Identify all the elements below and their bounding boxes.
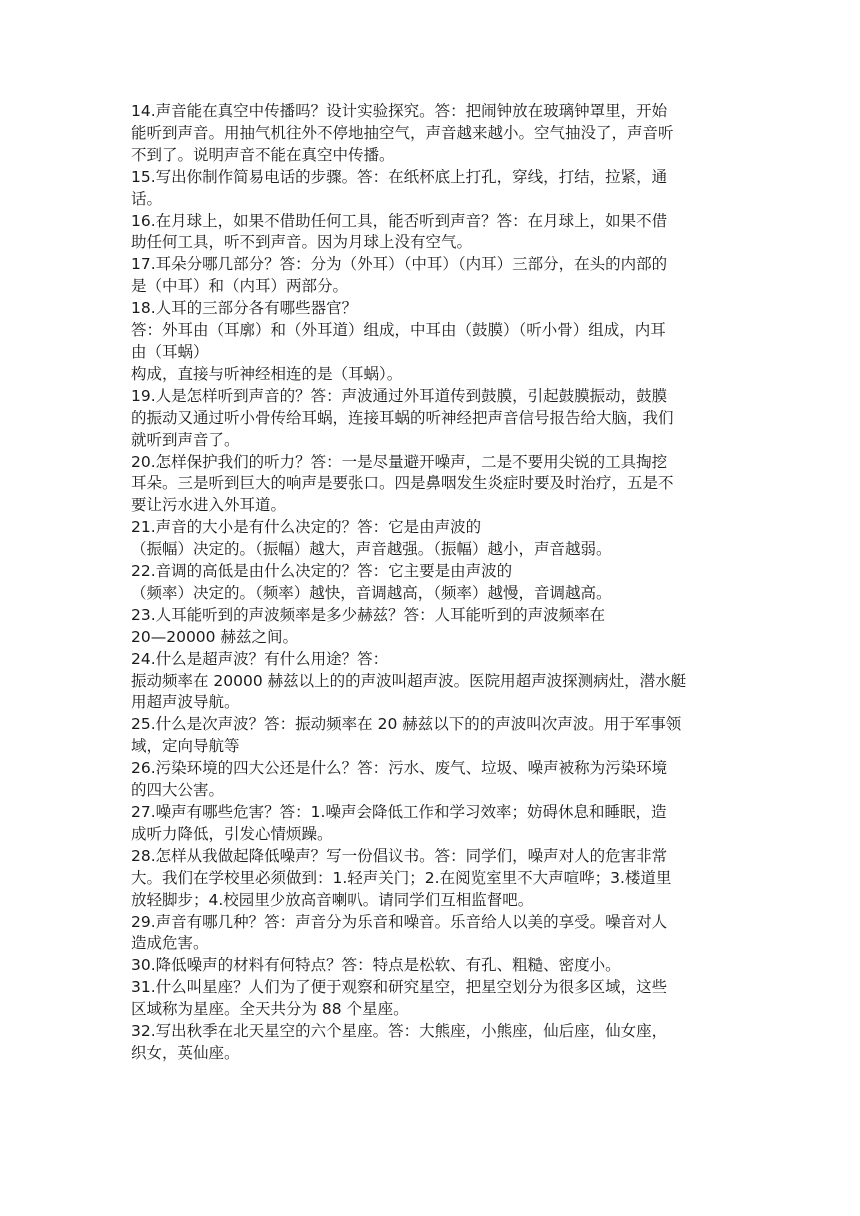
text-line: 域，定向导航等 (131, 737, 240, 756)
text-line: 大。我们在学校里必须做到：1.轻声关门；2.在阅览室里不大声喧哗；3.楼道里 (131, 868, 672, 887)
document-body (131, 101, 731, 1065)
text-line: 成听力降低，引发心情烦躁。 (131, 824, 333, 843)
text-line: 话。 (131, 189, 163, 208)
text-line: 32.写出秋季在北天星空的六个星座。答：大熊座，小熊座，仙后座，仙女座， (131, 1022, 668, 1041)
text-line: （频率）决定的。（频率）越快，音调越高，（频率）越慢，音调越高。 (131, 583, 612, 602)
text-line: 23.人耳能听到的声波频率是多少赫兹？答：人耳能听到的声波频率在 (131, 605, 606, 624)
text-line: 放轻脚步；4.校园里少放高音喇叭。请同学们互相监督吧。 (131, 890, 534, 909)
text-line: 16.在月球上，如果不借助任何工具，能否听到声音？答：在月球上，如果不借 (131, 211, 668, 230)
text-line: 造成危害。 (131, 934, 209, 953)
text-line: 26.污染环境的四大公还是什么？答：污水、废气、垃圾、噪声被称为污染环境 (131, 759, 668, 778)
text-line: 构成，直接与听神经相连的是（耳蜗）。 (131, 364, 403, 383)
text-line: 14.声音能在真空中传播吗？设计实验探究。答：把闹钟放在玻璃钟罩里，开始 (131, 102, 668, 120)
text-line: 21.声音的大小是有什么决定的？答：它是由声波的 (131, 518, 482, 537)
text-line: 15.写出你制作简易电话的步骤。答：在纸杯底上打孔，穿线，打结，拉紧，通 (131, 167, 668, 186)
text-line: （振幅）决定的。（振幅）越大，声音越强。（振幅）越小，声音越弱。 (131, 540, 612, 559)
text-line: 27.噪声有哪些危害？答：1.噪声会降低工作和学习效率；妨碍休息和睡眠，造 (131, 803, 667, 821)
text-line: 耳朵。三是听到巨大的响声是要张口。四是鼻咽发生炎症时要及时治疗，五是不 (131, 474, 674, 493)
text-line: 30.降低噪声的材料有何特点？答：特点是松软、有孔、粗糙、密度小。 (131, 956, 621, 975)
text-line: 20—20000 赫兹之间。 (131, 627, 298, 646)
text-line: 用超声波导航。 (131, 693, 240, 712)
text-line: 答：外耳由（耳廓）和（外耳道）组成，中耳由（鼓膜）（听小骨）组成，内耳 (131, 321, 666, 340)
text-line: 由（耳蜗） (131, 342, 209, 361)
text-line: 织女，英仙座。 (131, 1043, 240, 1062)
text-line: 振动频率在 20000 赫兹以上的的声波叫超声波。医院用超声波探测病灶，潜水艇 (131, 671, 687, 690)
text-line: 17.耳朵分哪几部分？答：分为（外耳）（中耳）（内耳）三部分，在头的内部的 (131, 255, 668, 274)
text-line: 25.什么是次声波？答：振动频率在 20 赫兹以下的的声波叫次声波。用于军事领 (131, 715, 682, 734)
text-line: 19.人是怎样听到声音的？答：声波通过外耳道传到鼓膜，引起鼓膜振动，鼓膜 (131, 386, 668, 405)
text-line: 28.怎样从我做起降低噪声？写一份倡议书。答：同学们，噪声对人的危害非常 (131, 846, 668, 865)
text-line: 24.什么是超声波？有什么用途？答： (131, 649, 389, 668)
text-line: 的四大公害。 (131, 781, 225, 800)
text-line: 区域称为星座。全天共分为 88 个星座。 (131, 1000, 409, 1019)
text-line: 能听到声音。用抽气机往外不停地抽空气，声音越来越小。空气抽没了，声音听 (131, 123, 674, 142)
text-line: 要让污水进入外耳道。 (131, 496, 287, 515)
text-line: 的振动又通过听小骨传给耳蜗，连接耳蜗的听神经把声音信号报告给大脑，我们 (131, 408, 674, 427)
text-line: 不到了。说明声音不能在真空中传播。 (131, 145, 395, 164)
text-line: 31.什么叫星座？人们为了便于观察和研究星空，把星空划分为很多区域，这些 (131, 978, 668, 997)
text-line: 就听到声音了。 (131, 430, 240, 449)
text-line: 助任何工具，听不到声音。因为月球上没有空气。 (131, 233, 473, 252)
text-line: 20.怎样保护我们的听力？答：一是尽量避开噪声，二是不要用尖锐的工具掏挖 (131, 452, 668, 471)
text-line: 18.人耳的三部分各有哪些器官？ (131, 299, 358, 318)
text-line: 22.音调的高低是由什么决定的？答：它主要是由声波的 (131, 562, 513, 581)
text-line: 是（中耳）和（内耳）两部分。 (131, 277, 349, 296)
text-line: 29.声音有哪几种？答：声音分为乐音和噪音。乐音给人以美的享受。噪音对人 (131, 912, 668, 931)
